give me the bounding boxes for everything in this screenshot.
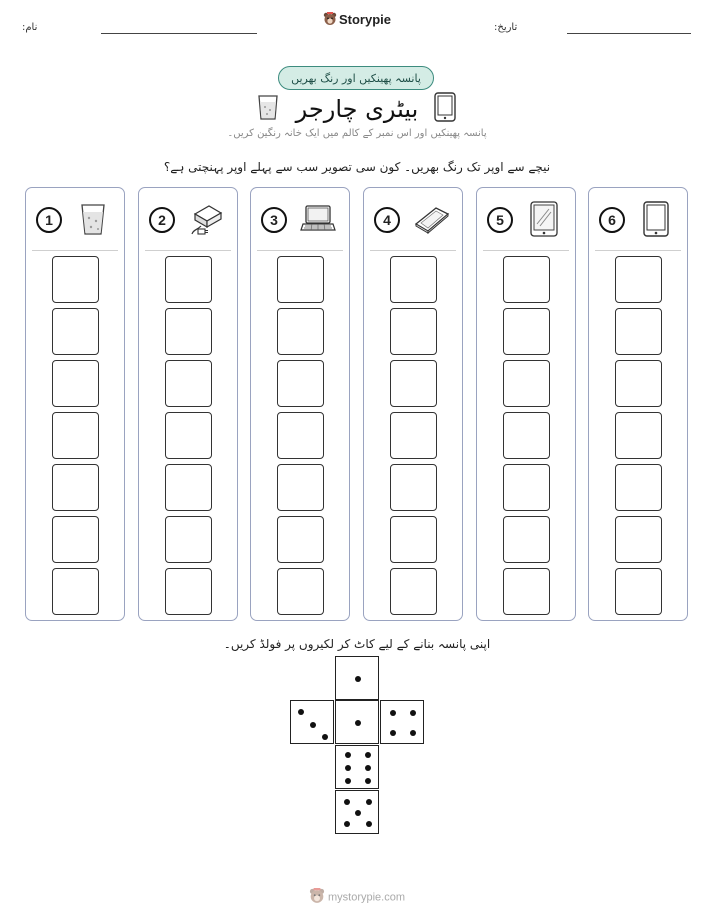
- e-reader-icon: [412, 200, 450, 238]
- color-cell[interactable]: [390, 256, 437, 303]
- die-pip: [366, 821, 372, 827]
- die-face: [335, 790, 379, 834]
- footer-url: mystorypie.com: [327, 891, 406, 904]
- storypie-logo: [0, 12, 714, 29]
- color-cell[interactable]: [390, 360, 437, 407]
- color-cell[interactable]: [277, 256, 324, 303]
- die-pip: [355, 810, 361, 816]
- die-pip: [410, 730, 416, 736]
- color-cell[interactable]: [277, 516, 324, 563]
- die-pip: [410, 710, 416, 716]
- footer: [0, 888, 714, 907]
- color-cell[interactable]: [52, 412, 99, 459]
- color-cell[interactable]: [503, 308, 550, 355]
- color-cell[interactable]: [390, 412, 437, 459]
- die-pip: [310, 722, 316, 728]
- die-pip: [344, 799, 350, 805]
- color-cell[interactable]: [503, 256, 550, 303]
- page-title: بیٹری چارجر: [295, 95, 419, 123]
- color-cell[interactable]: [277, 568, 324, 615]
- color-cell[interactable]: [503, 360, 550, 407]
- tablet-outline-icon: [637, 200, 675, 238]
- column-number: 6: [599, 207, 625, 233]
- column-number: 5: [487, 207, 513, 233]
- die-pip: [390, 730, 396, 736]
- color-cell[interactable]: [615, 464, 662, 511]
- color-cell[interactable]: [615, 308, 662, 355]
- color-cell[interactable]: [615, 256, 662, 303]
- column-4: [363, 187, 463, 621]
- die-pip: [390, 710, 396, 716]
- bear-logo-icon: [309, 888, 325, 907]
- column-6: [588, 187, 688, 621]
- column-number: 2: [149, 207, 175, 233]
- color-cell[interactable]: [503, 568, 550, 615]
- color-cell[interactable]: [52, 360, 99, 407]
- color-cell[interactable]: [615, 412, 662, 459]
- die-pip: [344, 821, 350, 827]
- die-pip: [345, 752, 351, 758]
- die-pip: [366, 799, 372, 805]
- color-cell[interactable]: [390, 464, 437, 511]
- die-pip: [355, 676, 361, 682]
- color-cell[interactable]: [615, 568, 662, 615]
- column-number: 3: [261, 207, 287, 233]
- glass-of-water-icon: [74, 200, 112, 238]
- die-face: [335, 745, 379, 789]
- color-cell[interactable]: [165, 256, 212, 303]
- question-text: نیچے سے اوپر تک رنگ بھریں۔ کون سی تصویر سب سے پہلے اوپر پہنچتی ہے؟: [163, 160, 551, 174]
- die-face: [335, 700, 379, 744]
- color-cell[interactable]: [52, 256, 99, 303]
- color-cell[interactable]: [615, 360, 662, 407]
- column-number: 1: [36, 207, 62, 233]
- color-cell[interactable]: [390, 308, 437, 355]
- column-3: [250, 187, 350, 621]
- color-cell[interactable]: [503, 464, 550, 511]
- color-cell[interactable]: [390, 516, 437, 563]
- page-subtitle: پانسہ پھینکیں اور اس نمبر کے کالم میں ایک خانہ رنگین کریں۔: [227, 128, 487, 139]
- die-face: [335, 656, 379, 700]
- color-cell[interactable]: [165, 568, 212, 615]
- color-cell[interactable]: [165, 308, 212, 355]
- die-face: [380, 700, 424, 744]
- column-number: 4: [374, 207, 400, 233]
- color-cell[interactable]: [615, 516, 662, 563]
- die-pip: [365, 778, 371, 784]
- color-cell[interactable]: [52, 568, 99, 615]
- color-cell[interactable]: [165, 464, 212, 511]
- die-pip: [365, 765, 371, 771]
- laptop-icon: [299, 200, 337, 238]
- color-cell[interactable]: [165, 360, 212, 407]
- dice-net: [290, 656, 424, 834]
- die-pip: [345, 778, 351, 784]
- die-pip: [365, 752, 371, 758]
- tablet-icon: [525, 200, 563, 238]
- color-cell[interactable]: [277, 360, 324, 407]
- color-cell[interactable]: [52, 464, 99, 511]
- color-cell[interactable]: [390, 568, 437, 615]
- bear-logo-icon: [323, 12, 337, 29]
- instruction-pill: پانسہ پھینکیں اور رنگ بھریں: [278, 66, 434, 90]
- date-label: تاریخ:: [494, 22, 518, 33]
- die-face: [290, 700, 334, 744]
- cut-fold-instruction: اپنی پانسہ بنانے کے لیے کاٹ کر لکیروں پر فولڈ کریں۔: [223, 637, 491, 651]
- color-cell[interactable]: [277, 412, 324, 459]
- color-cell[interactable]: [165, 412, 212, 459]
- name-line: [101, 33, 257, 34]
- die-pip: [355, 720, 361, 726]
- column-5: [476, 187, 576, 621]
- tablet-icon: [434, 92, 456, 122]
- color-cell[interactable]: [277, 308, 324, 355]
- color-cell[interactable]: [52, 308, 99, 355]
- date-line: [567, 33, 691, 34]
- charger-plug-icon: [187, 200, 225, 238]
- color-cell[interactable]: [165, 516, 212, 563]
- color-cell[interactable]: [52, 516, 99, 563]
- column-1: [25, 187, 125, 621]
- color-cell[interactable]: [503, 412, 550, 459]
- die-pip: [298, 709, 304, 715]
- die-pip: [322, 734, 328, 740]
- name-label: نام:: [22, 22, 38, 33]
- die-pip: [345, 765, 351, 771]
- color-cell[interactable]: [277, 464, 324, 511]
- column-2: [138, 187, 238, 621]
- logo-text: Storypie: [338, 12, 391, 27]
- color-cell[interactable]: [503, 516, 550, 563]
